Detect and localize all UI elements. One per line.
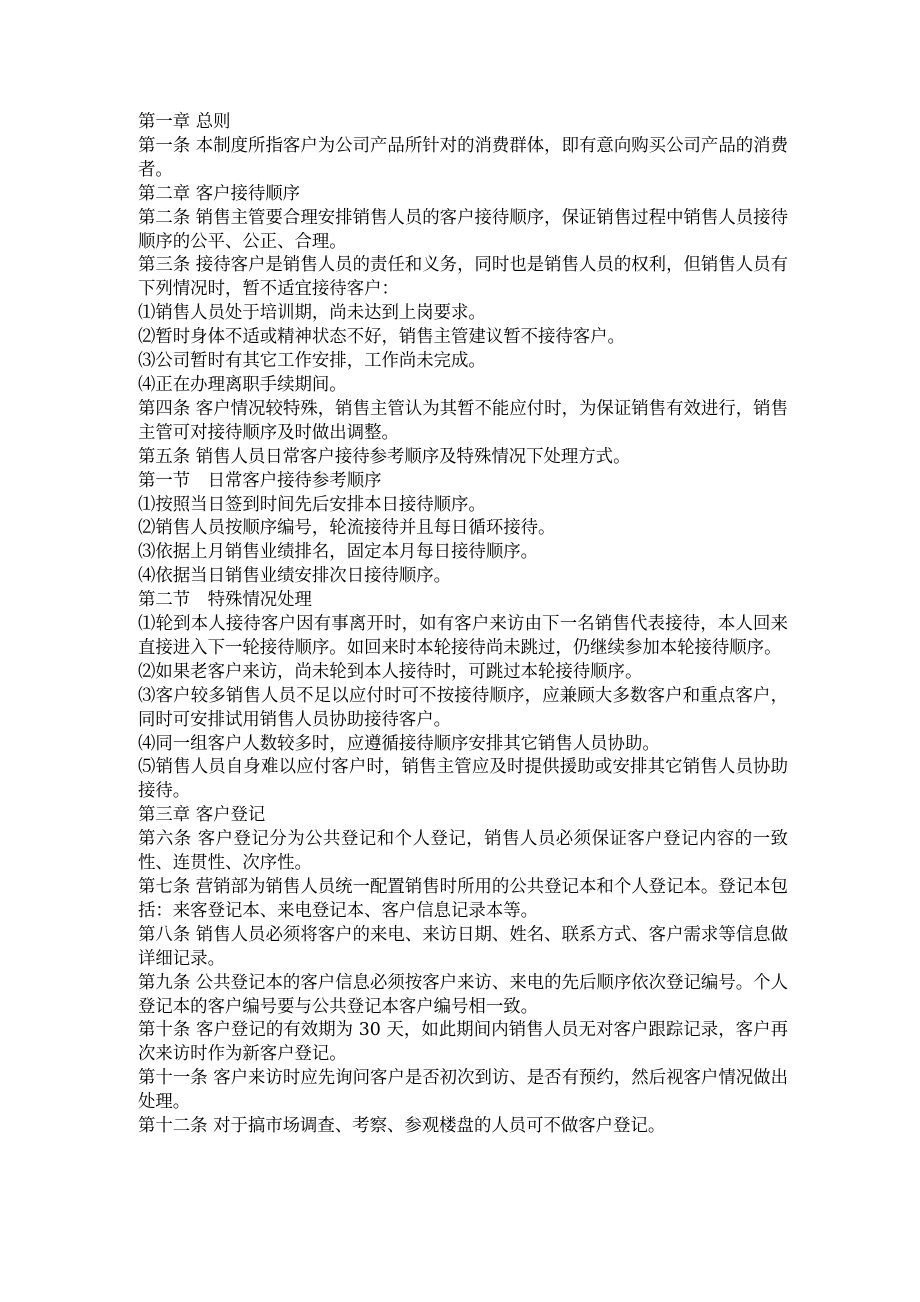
article-10: 第十条 客户登记的有效期为 30 天，如此期间内销售人员无对客户跟踪记录，客户再次来访时作为新客户登记。 — [138, 1020, 788, 1065]
article-9: 第九条 公共登记本的客户信息必须按客户来访、来电的先后顺序依次登记编号。个人登记本的客户编号要与公共登记本客户编号相一致。 — [138, 972, 788, 1017]
section-2-item-2: ⑵如果老客户来访，尚未轮到本人接待时，可跳过本轮接待顺序。 — [138, 661, 643, 682]
section-1-item-1: ⑴按照当日签到时间先后安排本日接待顺序。 — [138, 494, 486, 515]
article-3-item-1: ⑴销售人员处于培训期，尚未达到上岗要求。 — [138, 303, 486, 324]
section-1-item-4: ⑷依据当日销售业绩安排次日接待顺序。 — [138, 566, 452, 587]
section-1-heading: 第一节 日常客户接待参考顺序 — [138, 470, 382, 491]
chapter-1-heading: 第一章 总则 — [138, 112, 231, 132]
section-2-heading: 第二节 特殊情况处理 — [138, 590, 312, 611]
article-3: 第三条 接待客户是销售人员的责任和义务，同时也是销售人员的权利，但销售人员有下列情况时，暂不适宜接待客户： — [138, 255, 788, 300]
section-2-item-1: ⑴轮到本人接待客户因有事离开时，如有客户来访由下一名销售代表接待，本人回来直接进入下一轮接待顺序。如回来时本轮接待尚未跳过，仍继续参加本轮接待顺序。 — [138, 614, 788, 658]
article-8: 第八条 销售人员必须将客户的来电、来访日期、姓名、联系方式、客户需求等信息做详细记录。 — [138, 924, 788, 969]
article-12: 第十二条 对于搞市场调查、考察、参观楼盘的人员可不做客户登记。 — [138, 1116, 666, 1137]
section-2-item-4: ⑷同一组客户人数较多时，应遵循接待顺序安排其它销售人员协助。 — [138, 733, 660, 754]
article-3-item-4: ⑷正在办理离职手续期间。 — [138, 374, 347, 395]
section-1-item-2: ⑵销售人员按顺序编号，轮流接待并且每日循环接待。 — [138, 518, 556, 539]
article-2: 第二条 销售主管要合理安排销售人员的客户接待顺序，保证销售过程中销售人员接待顺序的公平、公正、合理。 — [138, 207, 788, 252]
section-1-item-3: ⑶依据上月销售业绩排名，固定本月每日接待顺序。 — [138, 542, 538, 563]
article-3-item-3: ⑶公司暂时有其它工作安排，工作尚未完成。 — [138, 351, 486, 372]
chapter-2-heading: 第二章 客户接待顺序 — [138, 183, 301, 204]
article-11: 第十一条 客户来访时应先询问客户是否初次到访、是否有预约，然后视客户情况做出处理。 — [138, 1068, 788, 1113]
article-7: 第七条 营销部为销售人员统一配置销售时所用的公共登记本和个人登记本。登记本包括：来客登记本、来电登记本、客户信息记录本等。 — [138, 877, 788, 921]
article-3-item-2: ⑵暂时身体不适或精神状态不好，销售主管建议暂不接待客户。 — [138, 327, 625, 348]
article-4: 第四条 客户情况较特殊，销售主管认为其暂不能应付时，为保证销售有效进行，销售主管可对接待顺序及时做出调整。 — [138, 398, 788, 443]
article-5: 第五条 销售人员日常客户接待参考顺序及特殊情况下处理方式。 — [138, 446, 631, 467]
section-2-item-3: ⑶客户较多销售人员不足以应付时可不按接待顺序，应兼顾大多数客户和重点客户，同时可安排试用销售人员协助接待客户。 — [138, 685, 788, 730]
article-6: 第六条 客户登记分为公共登记和个人登记，销售人员必须保证客户登记内容的一致性、连贯性、次序性。 — [138, 829, 788, 874]
article-1: 第一条 本制度所指客户为公司产品所针对的消费群体，即有意向购买公司产品的消费者。 — [138, 135, 788, 180]
section-2-item-5: ⑸销售人员自身难以应付客户时，销售主管应及时提供援助或安排其它销售人员协助接待。 — [138, 757, 788, 802]
chapter-3-heading: 第三章 客户登记 — [138, 805, 266, 826]
document-body — [138, 111, 788, 1139]
